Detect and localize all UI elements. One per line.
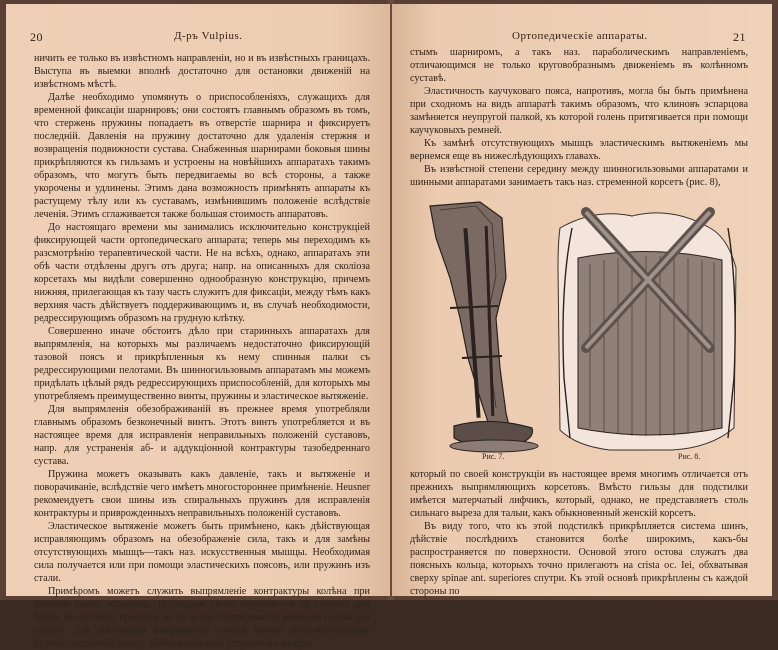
figure-7-leg-brace-illustration (410, 198, 748, 468)
left-paragraph-4: Совершенно иначе обстоитъ дѣло при старинныхъ аппаратахъ для выпрямленія, на которыхъ мы различаемъ недостаточно фиксирующій тазовой поясъ и прикрѣпленныя къ нему спинныя палки съ редрессирующими пелотами. Въ шинногильзовымъ аппаратамъ мы можемъ придѣлать цѣлый рядъ редрессирующихъ приспособленій, для которыхъ мы употребляемъ преимущественно винты, пружины и эластическое вытяженіе. (34, 326, 370, 402)
figures-area (410, 198, 748, 468)
right-paragraph-5: который по своей конструкціи въ настоящее время многимъ отличается отъ прежнихъ выпрямляющихъ корсетовъ. Вмѣсто гильзы для подстилки имѣется матерчатый лифчикъ, который, однако, не представляетъ столь сильнаго выреза для талыи, какъ обыкновенный женскій корсетъ. (410, 469, 748, 519)
left-body-text (34, 52, 370, 650)
left-running-head: Д-ръ Vulpius. (174, 30, 243, 42)
left-paragraph-6: Пружина можетъ оказывать какъ давленіе, такъ и вытяженіе и поворачиваніе, вслѣдствіе чего имѣетъ многостороннее примѣненіе. Heusner рекомендуетъ свои шины изъ спиральныхъ пружинъ для исправленія контрактуры и приврожденныхъ неправильныхъ положеній суставовъ. (34, 469, 370, 519)
right-body-text-top (410, 46, 748, 189)
figure-7-caption: Рис. 7. (482, 452, 505, 461)
right-running-head: Ортопедическіе аппараты. (512, 30, 648, 42)
left-page (6, 4, 390, 649)
right-paragraph-4: Въ извѣстной степени середину между шинногильзовыми аппаратами и шинными аппаратами занимаетъ такъ наз. стременной корсетъ (рис. 8), (410, 164, 748, 188)
leg-brace-drawing (430, 202, 538, 452)
left-paragraph-1: ничить ее только въ извѣстномъ направленіи, но и въ извѣстныхъ границахъ. Выступа въ выемки вполнѣ достаточно для остановки движеній на извѣстномъ мѣстѣ. (34, 53, 370, 90)
right-paragraph-1: стымъ шарниромъ, а такъ наз. параболическимъ направленіемъ, отличающимся не только круговобразнымъ движеніемъ въ колѣнномъ суставѣ. (410, 47, 748, 84)
right-body-text-bottom (410, 468, 748, 598)
left-paragraph-7: Эластическое вытяженіе можетъ быть примѣнено, какъ дѣйствующая исправляющимъ образомъ на обезображеніе сила, такъ и для замѣны отсутствующихъ мышцъ—такъ наз. искусственныя мышцы. Необходимая сила получается или при помощи эластическихъ поясовъ, или пружинъ изъ стали. (34, 521, 370, 584)
left-paragraph-8: Примѣромъ можетъ служить выпрямленіе контрактуры колѣна при помощи клина эспарцова. Последняя тѣсно соединяется съ гильзой для бедра, къ нижнему придатку же по концу притягивается ремнями гильза для голени. Для достиженія выпрямленія голени можно физіологическимъ путемъ соединеніе между обѣими гильзами устраняется не про- (34, 586, 370, 649)
figure-8-corset-illustration (558, 212, 736, 450)
right-paragraph-6: Въ виду того, что къ этой подстилкѣ прикрѣпляется система шинъ, дѣйствіе послѣднихъ становится болѣе широкимъ, какъ-бы распространяется по поверхности. Основой этого остова служатъ два поясныхъ кольца, которыхъ точно прилегаютъ на crista ос. Iei, обхватывая сверху spinae ant. superiores спутри. Къ этой основѣ прикрѣплены съ каждой стороны по (410, 521, 748, 597)
left-paragraph-5: Для выпрямленія обезображиваній въ прежнее время употребляли главнымъ образомъ безконечный винтъ. Этотъ винтъ употребляется и въ настоящее время для исправленія неправильныхъ положеній суставовъ, напр. для устраненія аб- и аддукціонной контрактуры тазобедреннаго сустава. (34, 404, 370, 467)
right-page-number: 21 (733, 30, 746, 44)
left-paragraph-2: Далѣе необходимо упомянуть о приспособленіяхъ, служащихъ для временной фиксаціи шарнировъ; они состоятъ главнымъ образомъ въ томъ, что стержень пружины попадаетъ въ отверстіе шарнира и фиксируетъ последній. Давленія на пружину достаточно для удаленія стержня и возвращенія подвижности сустава. Снабженныя шарнирами боковыя шины прикрѣпляются къ гильзамъ и устроены на новѣйшихъ аппаратахъ такимъ образомъ, что могутъ быть передвигаемы во всѣ стороны, а также укорочены и удлинены. Этимъ дана возможность примѣнять аппараты къ растущему тѣлу или къ суставамъ, измѣнившимъ положеніе вслѣдствіе леченія. Этимъ сглаживается также большая стоимость аппаратовъ. (34, 92, 370, 220)
right-paragraph-2: Эластичность каучуковаго пояса, напротивъ, могла бы быть примѣнена при сходномъ на видъ аппаратѣ такимъ образомъ, что клиновъ эспарцова замѣняется неупругой палкой, къ которой голень притягивается при помощи каучуковыхъ ремней. (410, 86, 748, 136)
left-paragraph-3: До настоящаго времени мы занимались исключительно конструкціей фиксирующей части ортопедическаго аппарата; теперь мы переходимъ къ разсмотрѣнію терапевтической части. Не на всѣхъ, однако, аппаратахъ эти обѣ части отдѣлены другъ отъ друга; напр. на описанныхъ для сколіоза корсетахъ мы видѣли совершенно однообразную конструкцію, причемъ нижняя, прилегающая къ тазу часть служитъ для фиксаціи, между тѣмъ какъ верхняя часть дѣйствуетъ поддерживающимъ и, въ случаѣ необходимости, редрессирующимъ образомъ на грудную клѣтку. (34, 222, 370, 324)
right-paragraph-3: Къ замѣнѣ отсутствующихъ мышцъ эластическимъ вытяженіемъ мы вернемся еще въ нижеслѣдующихъ главахъ. (410, 138, 748, 162)
right-page (392, 4, 772, 596)
left-page-number: 20 (30, 30, 43, 44)
figure-8-caption: Рис. 8. (678, 452, 701, 461)
